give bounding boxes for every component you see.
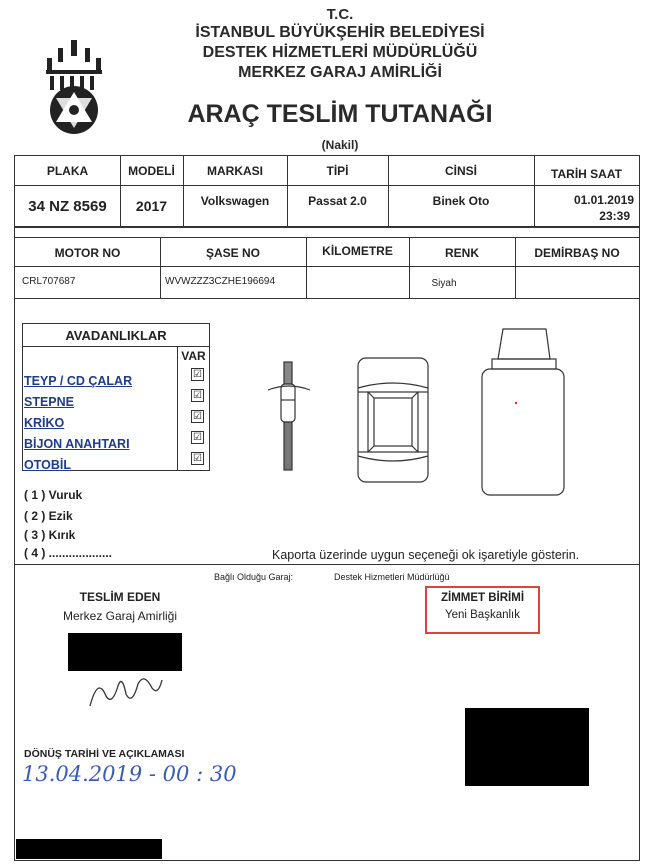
- header-sase: ŞASE NO: [205, 246, 260, 260]
- value-sase: WVWZZZ3CZHE196694: [165, 276, 276, 287]
- legend-3: ( 3 ) Kırık: [24, 528, 76, 542]
- avadanlik-item: [22, 407, 210, 430]
- value-tarih-time: 23:39: [599, 209, 630, 223]
- legend-2: ( 2 ) Ezik: [24, 509, 73, 523]
- avadanlik-label: OTOBİL: [24, 458, 71, 472]
- avadanliklar-title: AVADANLIKLAR: [65, 328, 167, 343]
- avadanlik-item: [22, 386, 210, 409]
- header-line1: T.C.: [326, 6, 354, 23]
- header-motor: MOTOR NO: [54, 246, 121, 260]
- value-tip: Passat 2.0: [308, 194, 367, 208]
- avadanlik-checkbox[interactable]: ☑: [191, 389, 204, 402]
- avadanlik-label: STEPNE: [24, 395, 75, 409]
- header-line2: İSTANBUL BÜYÜKŞEHİR BELEDİYESİ: [195, 24, 485, 41]
- value-cins: Binek Oto: [432, 194, 490, 208]
- avadanlik-checkbox[interactable]: ☑: [191, 452, 204, 465]
- motorcycle-diagram: [266, 360, 312, 472]
- donus-label: DÖNÜŞ TARİHİ VE AÇIKLAMASI: [24, 748, 185, 760]
- redaction-box: [465, 708, 589, 786]
- avadanlik-checkbox[interactable]: ☑: [191, 368, 204, 381]
- avadanlik-checkbox[interactable]: ☑: [191, 431, 204, 444]
- instruction-text: Kaporta üzerinde uygun seçeneği ok işaretiyle gösterin.: [272, 548, 580, 562]
- value-marka: Volkswagen: [200, 194, 270, 208]
- bagli-value: Destek Hizmetleri Müdürlüğü: [334, 572, 450, 582]
- header-line3: DESTEK HİZMETLERİ MÜDÜRLÜĞÜ: [202, 44, 478, 61]
- avadanliklar-divider: [22, 346, 210, 347]
- avadanlik-label: BİJON ANAHTARI: [24, 437, 130, 451]
- avadanlik-item: [22, 428, 210, 451]
- legend-4: ( 4 ) ...................: [24, 546, 113, 560]
- header-line4: MERKEZ GARAJ AMİRLİĞİ: [238, 64, 442, 81]
- car-top-diagram[interactable]: [354, 356, 432, 484]
- avadanlik-checkbox[interactable]: ☑: [191, 410, 204, 423]
- header-cins: CİNSİ: [444, 164, 477, 178]
- zimmet-title: ZİMMET BİRİMİ: [440, 592, 525, 604]
- avadanliklar-col-var: VAR: [181, 349, 206, 363]
- avadanlik-label: TEYP / CD ÇALAR: [24, 374, 133, 388]
- value-renk: Siyah: [431, 278, 457, 289]
- truck-top-diagram[interactable]: [478, 325, 568, 497]
- header-renk: RENK: [444, 246, 479, 260]
- value-tarih-date: 01.01.2019: [573, 193, 634, 207]
- donus-handwritten: 13.04.2019 - 00 : 30: [22, 762, 237, 786]
- avadanlik-item: [22, 449, 210, 472]
- avadanlik-label: KRİKO: [24, 416, 65, 430]
- header-km: KİLOMETRE: [322, 244, 393, 258]
- page-title: ARAÇ TESLİM TUTANAĞI: [187, 100, 493, 128]
- teslim-value: Merkez Garaj Amirliği: [62, 609, 178, 623]
- avadanlik-item: [22, 365, 210, 388]
- bagli-label: Bağlı Olduğu Garaj:: [214, 572, 294, 582]
- header-marka: MARKASI: [207, 164, 263, 178]
- header-tip: TİPİ: [326, 164, 349, 178]
- value-model: 2017: [135, 198, 168, 214]
- header-demirbas: DEMİRBAŞ NO: [534, 246, 620, 260]
- value-motor: CRL707687: [22, 276, 76, 287]
- header-plaka: PLAKA: [46, 164, 89, 178]
- redaction-box: [16, 839, 162, 859]
- ibb-logo: [36, 38, 112, 136]
- legend-1: ( 1 ) Vuruk: [24, 488, 83, 502]
- value-plaka: 34 NZ 8569: [28, 198, 107, 215]
- page-subtitle: (Nakil): [321, 138, 359, 152]
- zimmet-value: Yeni Başkanlık: [444, 609, 520, 621]
- header-model: MODELİ: [128, 164, 175, 178]
- header-tarih: TARİH SAAT: [551, 167, 622, 181]
- signature: [86, 666, 166, 712]
- teslim-title: TESLİM EDEN: [79, 590, 161, 604]
